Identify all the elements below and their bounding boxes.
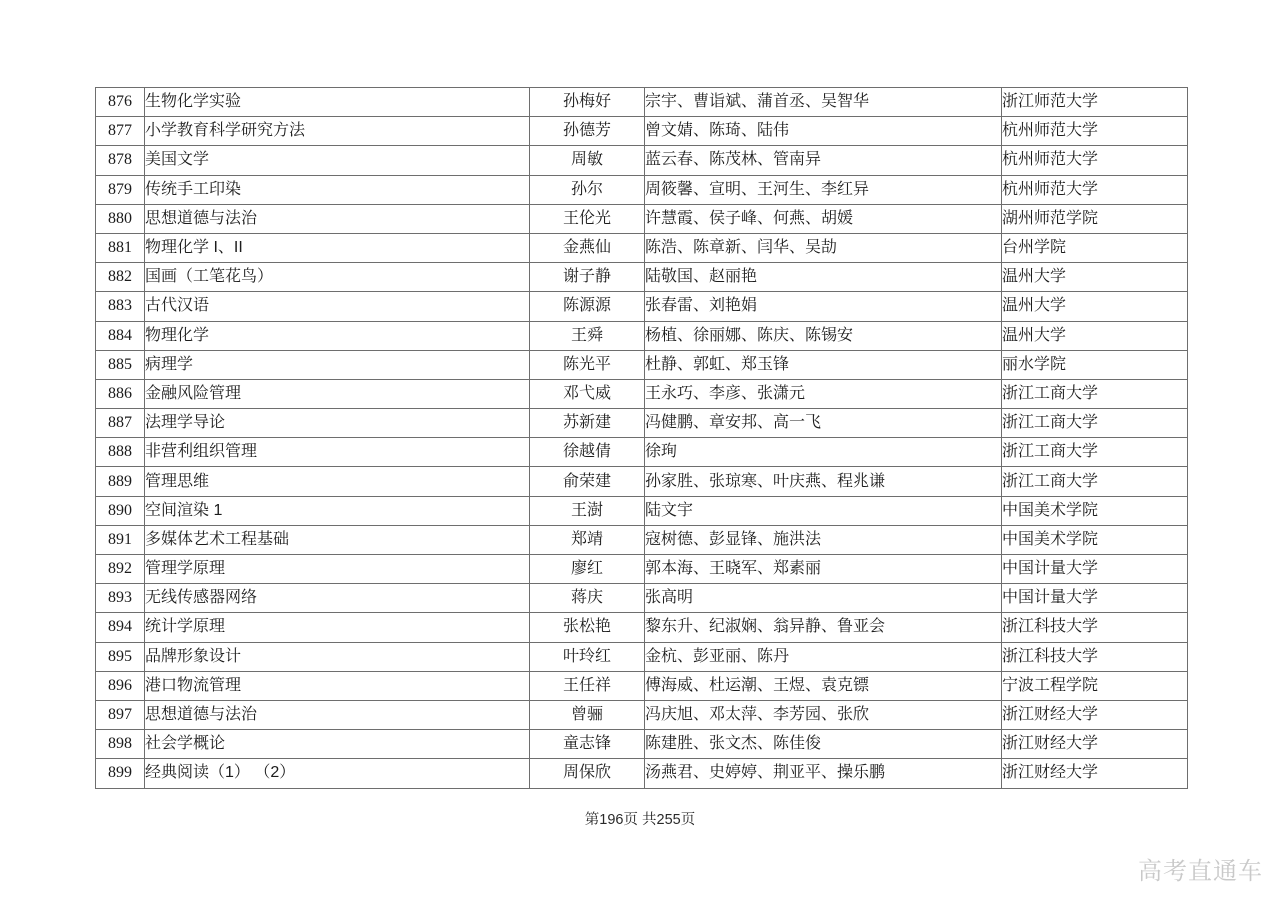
row-number-cell: 897: [96, 700, 145, 729]
watermark-text: 高考直通车: [1138, 858, 1263, 885]
university-cell: 中国计量大学: [1002, 584, 1188, 613]
team-members-cell: 张高明: [645, 584, 1002, 613]
row-number-cell: 893: [96, 584, 145, 613]
university-cell: 浙江工商大学: [1002, 467, 1188, 496]
leader-name-cell: 徐越倩: [530, 438, 645, 467]
team-members-cell: 杨植、徐丽娜、陈庆、陈锡安: [645, 321, 1002, 350]
university-cell: 浙江工商大学: [1002, 438, 1188, 467]
table-row: [96, 438, 1188, 467]
leader-name-cell: 王舜: [530, 321, 645, 350]
course-name-cell: 思想道德与法治: [145, 204, 530, 233]
row-number-cell: 887: [96, 409, 145, 438]
team-members-cell: 周筱馨、宣明、王河生、李红异: [645, 175, 1002, 204]
table-row: [96, 584, 1188, 613]
table-row: [96, 409, 1188, 438]
leader-name-cell: 孙梅好: [530, 88, 645, 117]
team-members-cell: 金杭、彭亚丽、陈丹: [645, 642, 1002, 671]
course-name-cell: 品牌形象设计: [145, 642, 530, 671]
university-cell: 丽水学院: [1002, 350, 1188, 379]
table-row: [96, 496, 1188, 525]
team-members-cell: 傅海威、杜运潮、王煜、袁克镖: [645, 671, 1002, 700]
university-cell: 浙江工商大学: [1002, 379, 1188, 408]
row-number-cell: 878: [96, 146, 145, 175]
leader-name-cell: 周敏: [530, 146, 645, 175]
row-number-cell: 883: [96, 292, 145, 321]
leader-name-cell: 张松艳: [530, 613, 645, 642]
table-row: [96, 117, 1188, 146]
leader-name-cell: 孙德芳: [530, 117, 645, 146]
university-cell: 浙江财经大学: [1002, 759, 1188, 788]
course-name-cell: 多媒体艺术工程基础: [145, 525, 530, 554]
team-members-cell: 宗宇、曹诣斌、蒲首丞、吴智华: [645, 88, 1002, 117]
leader-name-cell: 廖红: [530, 555, 645, 584]
course-name-cell: 国画（工笔花鸟）: [145, 263, 530, 292]
table-row: [96, 525, 1188, 554]
team-members-cell: 寇树德、彭显锋、施洪法: [645, 525, 1002, 554]
course-name-cell: 空间渲染 1: [145, 496, 530, 525]
course-name-cell: 经典阅读（1） （2）: [145, 759, 530, 788]
team-members-cell: 汤燕君、史婷婷、荆亚平、操乐鹏: [645, 759, 1002, 788]
university-cell: 温州大学: [1002, 292, 1188, 321]
row-number-cell: 879: [96, 175, 145, 204]
leader-name-cell: 苏新建: [530, 409, 645, 438]
row-number-cell: 877: [96, 117, 145, 146]
university-cell: 温州大学: [1002, 263, 1188, 292]
table-row: [96, 350, 1188, 379]
course-name-cell: 美国文学: [145, 146, 530, 175]
team-members-cell: 陈浩、陈章新、闫华、吴劼: [645, 233, 1002, 262]
row-number-cell: 880: [96, 204, 145, 233]
leader-name-cell: 俞荣建: [530, 467, 645, 496]
table-row: [96, 759, 1188, 788]
table-row: [96, 671, 1188, 700]
leader-name-cell: 陈光平: [530, 350, 645, 379]
table-row: [96, 204, 1188, 233]
course-name-cell: 物理化学 I、II: [145, 233, 530, 262]
team-members-cell: 陈建胜、张文杰、陈佳俊: [645, 730, 1002, 759]
course-name-cell: 思想道德与法治: [145, 700, 530, 729]
course-name-cell: 小学教育科学研究方法: [145, 117, 530, 146]
leader-name-cell: 叶玲红: [530, 642, 645, 671]
team-members-cell: 冯庆旭、邓太萍、李芳园、张欣: [645, 700, 1002, 729]
team-members-cell: 张春雷、刘艳娟: [645, 292, 1002, 321]
leader-name-cell: 金燕仙: [530, 233, 645, 262]
leader-name-cell: 郑靖: [530, 525, 645, 554]
course-name-cell: 无线传感器网络: [145, 584, 530, 613]
university-cell: 宁波工程学院: [1002, 671, 1188, 700]
table-row: [96, 379, 1188, 408]
table-row: [96, 467, 1188, 496]
university-cell: 浙江财经大学: [1002, 730, 1188, 759]
row-number-cell: 888: [96, 438, 145, 467]
university-cell: 湖州师范学院: [1002, 204, 1188, 233]
row-number-cell: 889: [96, 467, 145, 496]
university-cell: 中国美术学院: [1002, 496, 1188, 525]
university-cell: 中国计量大学: [1002, 555, 1188, 584]
row-number-cell: 891: [96, 525, 145, 554]
leader-name-cell: 王伦光: [530, 204, 645, 233]
table-row: [96, 700, 1188, 729]
leader-name-cell: 孙尔: [530, 175, 645, 204]
team-members-cell: 蓝云春、陈茂林、管南异: [645, 146, 1002, 175]
university-cell: 浙江师范大学: [1002, 88, 1188, 117]
table-row: [96, 233, 1188, 262]
university-cell: 浙江财经大学: [1002, 700, 1188, 729]
university-cell: 浙江科技大学: [1002, 613, 1188, 642]
table-row: [96, 642, 1188, 671]
row-number-cell: 876: [96, 88, 145, 117]
table-row: [96, 555, 1188, 584]
row-number-cell: 895: [96, 642, 145, 671]
table-row: [96, 263, 1188, 292]
row-number-cell: 894: [96, 613, 145, 642]
page-number: 第196页 共255页: [584, 812, 696, 828]
table-row: [96, 146, 1188, 175]
row-number-cell: 885: [96, 350, 145, 379]
course-name-cell: 非营利组织管理: [145, 438, 530, 467]
team-members-cell: 孙家胜、张琼寒、叶庆燕、程兆谦: [645, 467, 1002, 496]
table-row: [96, 613, 1188, 642]
team-members-cell: 冯健鹏、章安邦、高一飞: [645, 409, 1002, 438]
course-name-cell: 金融风险管理: [145, 379, 530, 408]
team-members-cell: 徐珣: [645, 438, 1002, 467]
row-number-cell: 892: [96, 555, 145, 584]
course-name-cell: 传统手工印染: [145, 175, 530, 204]
table-row: [96, 292, 1188, 321]
university-cell: 温州大学: [1002, 321, 1188, 350]
row-number-cell: 898: [96, 730, 145, 759]
course-name-cell: 社会学概论: [145, 730, 530, 759]
team-members-cell: 曾文婧、陈琦、陆伟: [645, 117, 1002, 146]
row-number-cell: 881: [96, 233, 145, 262]
leader-name-cell: 王澍: [530, 496, 645, 525]
row-number-cell: 896: [96, 671, 145, 700]
leader-name-cell: 周保欣: [530, 759, 645, 788]
university-cell: 中国美术学院: [1002, 525, 1188, 554]
course-name-cell: 古代汉语: [145, 292, 530, 321]
leader-name-cell: 谢子静: [530, 263, 645, 292]
team-members-cell: 陆敬国、赵丽艳: [645, 263, 1002, 292]
table-row: [96, 88, 1188, 117]
university-cell: 杭州师范大学: [1002, 146, 1188, 175]
row-number-cell: 882: [96, 263, 145, 292]
leader-name-cell: 曾骊: [530, 700, 645, 729]
course-table: [95, 87, 1188, 789]
university-cell: 杭州师范大学: [1002, 117, 1188, 146]
course-name-cell: 物理化学: [145, 321, 530, 350]
course-name-cell: 管理学原理: [145, 555, 530, 584]
course-name-cell: 统计学原理: [145, 613, 530, 642]
leader-name-cell: 王任祥: [530, 671, 645, 700]
team-members-cell: 郭本海、王晓军、郑素丽: [645, 555, 1002, 584]
leader-name-cell: 童志锋: [530, 730, 645, 759]
team-members-cell: 许慧霞、侯子峰、何燕、胡媛: [645, 204, 1002, 233]
leader-name-cell: 邓弋威: [530, 379, 645, 408]
course-name-cell: 生物化学实验: [145, 88, 530, 117]
row-number-cell: 890: [96, 496, 145, 525]
table-row: [96, 730, 1188, 759]
leader-name-cell: 陈源源: [530, 292, 645, 321]
team-members-cell: 陆文宇: [645, 496, 1002, 525]
row-number-cell: 884: [96, 321, 145, 350]
university-cell: 台州学院: [1002, 233, 1188, 262]
university-cell: 浙江科技大学: [1002, 642, 1188, 671]
team-members-cell: 黎东升、纪淑娴、翁异静、鲁亚会: [645, 613, 1002, 642]
row-number-cell: 886: [96, 379, 145, 408]
course-name-cell: 管理思维: [145, 467, 530, 496]
row-number-cell: 899: [96, 759, 145, 788]
university-cell: 杭州师范大学: [1002, 175, 1188, 204]
team-members-cell: 杜静、郭虹、郑玉锋: [645, 350, 1002, 379]
leader-name-cell: 蒋庆: [530, 584, 645, 613]
course-name-cell: 港口物流管理: [145, 671, 530, 700]
course-name-cell: 病理学: [145, 350, 530, 379]
course-name-cell: 法理学导论: [145, 409, 530, 438]
team-members-cell: 王永巧、李彦、张潇元: [645, 379, 1002, 408]
university-cell: 浙江工商大学: [1002, 409, 1188, 438]
table-row: [96, 175, 1188, 204]
table-row: [96, 321, 1188, 350]
